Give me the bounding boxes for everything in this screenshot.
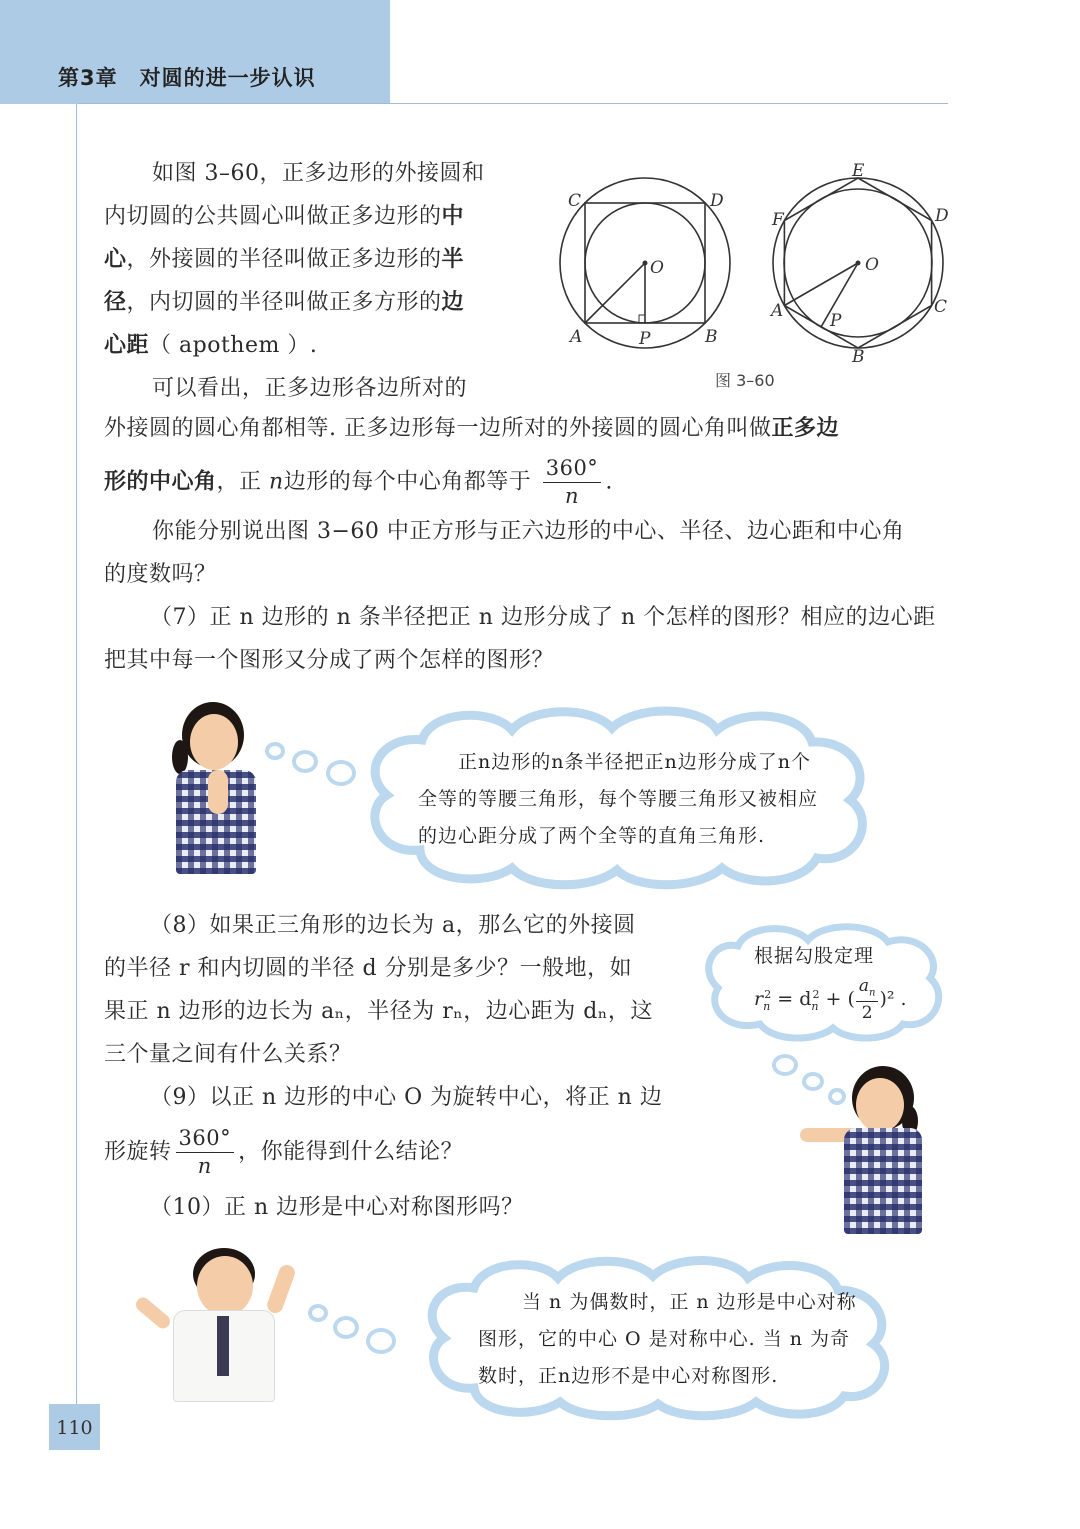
thought-dot <box>772 1054 798 1076</box>
label-C2: C <box>934 297 948 317</box>
figure-3-60 <box>548 160 958 395</box>
intro-paragraph-cont: 外接圆的圆心角都相等. 正多边形每一边所对的外接圆的圆心角叫做正多边 <box>104 416 840 441</box>
label-A2: A <box>771 301 784 321</box>
cloud-1-text: 正n边形的n条半径把正n边形分成了n个 全等的等腰三角形，每个等腰三角形又被相应 的边心距分成了两个全等的直角三角形. <box>418 751 819 847</box>
girl-presenting-figure <box>800 1066 925 1234</box>
fraction-360-n-2: $\frac{360^\circ}{n}$ <box>176 1128 235 1177</box>
label-E: E <box>852 161 865 181</box>
thought-dot <box>265 742 285 760</box>
label-O: O <box>650 258 664 278</box>
question-9: （9）以正 n 边形的中心 O 为旋转中心，将正 n 边 <box>150 1085 663 1110</box>
header-rule <box>78 103 948 104</box>
figure-caption: 图 3–60 <box>715 371 775 390</box>
question-paragraph: 你能分别说出图 3−60 中正方形与正六边形的中心、半径、边心距和中心角 的度数吗？ <box>104 519 905 587</box>
fraction-360-n: $\frac{360^\circ}{n}$ <box>543 458 602 507</box>
label-O2: O <box>865 255 879 275</box>
question-7: （7）正 n 边形的 n 条半径把正 n 边形分成了 n 个怎样的图形？相应的边心距 把其中每一个图形又分成了两个怎样的图形？ <box>104 605 936 673</box>
thought-dot <box>308 1304 328 1322</box>
girl-thinking-figure <box>170 700 265 875</box>
cloud-2-heading: 根据勾股定理 <box>754 945 875 967</box>
chapter-title: 第3章 对圆的进一步认识 <box>58 66 316 90</box>
central-angle-line: 形的中心角，正 n边形的每个中心角都等于 $\frac{360^\circ}{n}$ . <box>104 456 613 508</box>
cloud-3-text: 当 n 为偶数时，正 n 边形是中心对称 图形，它的中心 O 是对称中心. 当 n 为奇 数时，正n边形不是中心对称图形. <box>478 1291 857 1387</box>
thought-dot <box>292 750 318 773</box>
label-B2: B <box>852 347 865 367</box>
thought-dot <box>333 1316 359 1339</box>
boy-figure <box>133 1244 303 1399</box>
intro-paragraph: 如图 3–60，正多边形的外接圆和 内切圆的公共圆心叫做正多边形的中 心，外接圆的半径叫做正多边形的半 径，内切圆的半径叫做正多方形的边 心距（ apothem ）. 可以看出，正多边形各边所对的 <box>104 161 485 401</box>
label-A: A <box>570 327 583 347</box>
label-D: D <box>710 191 724 211</box>
label-B: B <box>705 327 718 347</box>
page-number: 110 <box>56 1417 93 1439</box>
label-C: C <box>568 191 582 211</box>
label-D2: D <box>935 206 949 226</box>
pythagorean-formula: $r_n^2 = d_n^2$ + ( $\frac{a_n}{2}$ )² . <box>754 976 907 1024</box>
question-8: （8）如果正三角形的边长为 a，那么它的外接圆 的半径 r 和内切圆的半径 d 分别是多少？一般地，如 果正 n 边形的边长为 aₙ，半径为 rₙ，边心距为 dₙ，这 三个量之间有什么关系？ <box>104 913 653 1067</box>
label-P2: P <box>830 311 842 331</box>
question-10: （10）正 n 边形是中心对称图形吗？ <box>150 1195 524 1220</box>
margin-rule <box>76 104 77 1404</box>
question-9-cont: 形旋转 $\frac{360^\circ}{n}$ ，你能得到什么结论？ <box>104 1126 464 1178</box>
label-P: P <box>639 329 651 349</box>
label-F: F <box>772 210 784 230</box>
thought-dot <box>366 1328 396 1354</box>
